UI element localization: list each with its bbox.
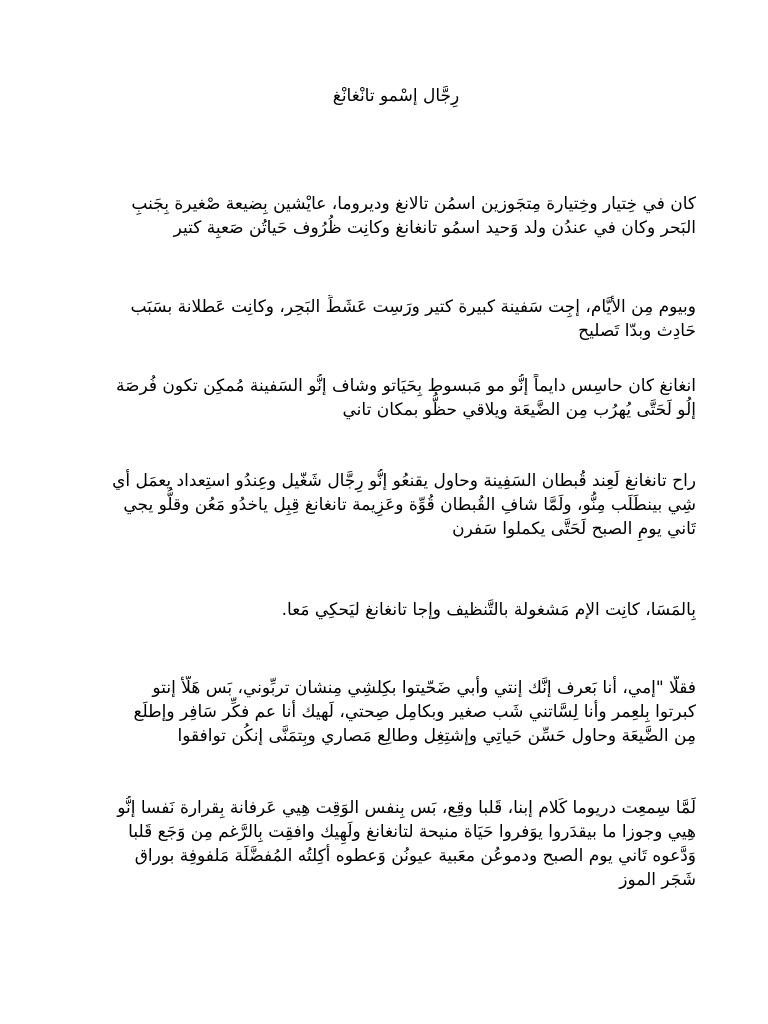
paragraph-line: تَاني يومِ الصبح لَحَتَّى يكملوا سَفرن	[452, 519, 696, 539]
paragraph-line: وَدَّعوه تَاني يوم الصبح ودموعُن معَبية عيونُن وَعطوه أكِلتُه المُفضَّلَة مَلفوفِة بوراق	[134, 846, 696, 866]
paragraph-4	[96, 469, 696, 541]
paragraph-line: حَادِث وبدّا تَصليح	[578, 321, 696, 341]
paragraph-line: إلُو لَحَتَّى يُهرُب مِن الضَّيعَة ويلاقي حظُّو بمكان تاني	[342, 400, 696, 420]
paragraph-2	[96, 295, 696, 343]
document-page	[96, 0, 696, 1024]
paragraph-line: شَجَر الموز	[619, 870, 696, 890]
paragraph-6	[96, 676, 696, 748]
paragraph-line: شِي بينطَلَب مِنُّو، ولَمَّا شافِ القُبطان قُوِّة وعَزِيمة تانغانغ قِبِل ياخدُو مَعُن وقلُّو يجي	[123, 495, 696, 515]
paragraph-line: هِيي وجوزا ما بيقدَروا يوَفروا حَيَاة منيحة لتانغانغ ولَهِيك وافقِت بِالرَّغم مِن وَجَع قَلبا	[128, 822, 696, 842]
paragraph-1	[96, 192, 696, 240]
paragraph-line: وبيوم مِن الأيَّام، إجِت سَفينة كبيرة كتير ورَسِت عَشَطِّ البَحِر، وكانِت عَطلانة بسَبَب	[130, 297, 696, 317]
paragraph-line: بِالمَسَا، كانِت الإم مَشغولة بالتَّنظيف وإجا تانغانغ ليَحكِي مَعا.	[281, 600, 696, 620]
paragraph-line: مِن الضَّيعَة وحاول حَسِّن حَياتِي وإشتِغِل وطالِع مَصاري وبِتمَنَّى إنكُن توافقوا	[177, 726, 696, 746]
paragraph-line: راح تانغانغ لَعِند قُبطان السَفِينة وحاول يقنعُو إنُّو رِجَّال شَغّيل وعِندُو استِعداد يعمَل أي	[112, 471, 696, 491]
paragraph-3	[96, 374, 696, 422]
document-title: رِجَّال إسْمو تانْغانْغ	[332, 86, 460, 106]
paragraph-line: كبرتوا بِلعِمر وأنا لِسَّاتني شَب صغير وبكامِل صِحتي، لَهيك أنا عم فكِّر سَافِر وإطلَع	[133, 702, 696, 722]
paragraph-7	[96, 796, 696, 892]
paragraph-5	[96, 598, 696, 622]
paragraph-line: انغانغ كان حاسِس دايماً إنُّو مو مَبسوط بِحَيَاتو وشاف إنُّو السَفينة مُمكِن تكون فُرصَة	[115, 376, 696, 396]
paragraph-line: لَمَّا سِمعِت دريوما كَلام إبنا، قَلبا وقِع، بَس بِنفس الوَقِت هِيي عَرفانة بِقرارة نَفسا إنُّو	[117, 798, 696, 818]
paragraph-line: كان في خِتيار وخِتيارة مِتجَوزين اسمُن تالانغ وديروما، عايْشين بِضيعة صْغيرة بِجَنبِ	[131, 194, 696, 214]
paragraph-line: فقلّا "إمي، أنا بَعرف إنَّك إنتي وأبي ضَحّيتوا بكِلشِي مِنشان تربِّوني، بَس هَلّأ إنتو	[152, 678, 696, 698]
paragraph-line: البَحر وكان في عندُن ولد وَحيد اسمُو تانغانغ وكانِت ظُرُوف حَياتُن صَعبِة كتير	[173, 218, 696, 238]
